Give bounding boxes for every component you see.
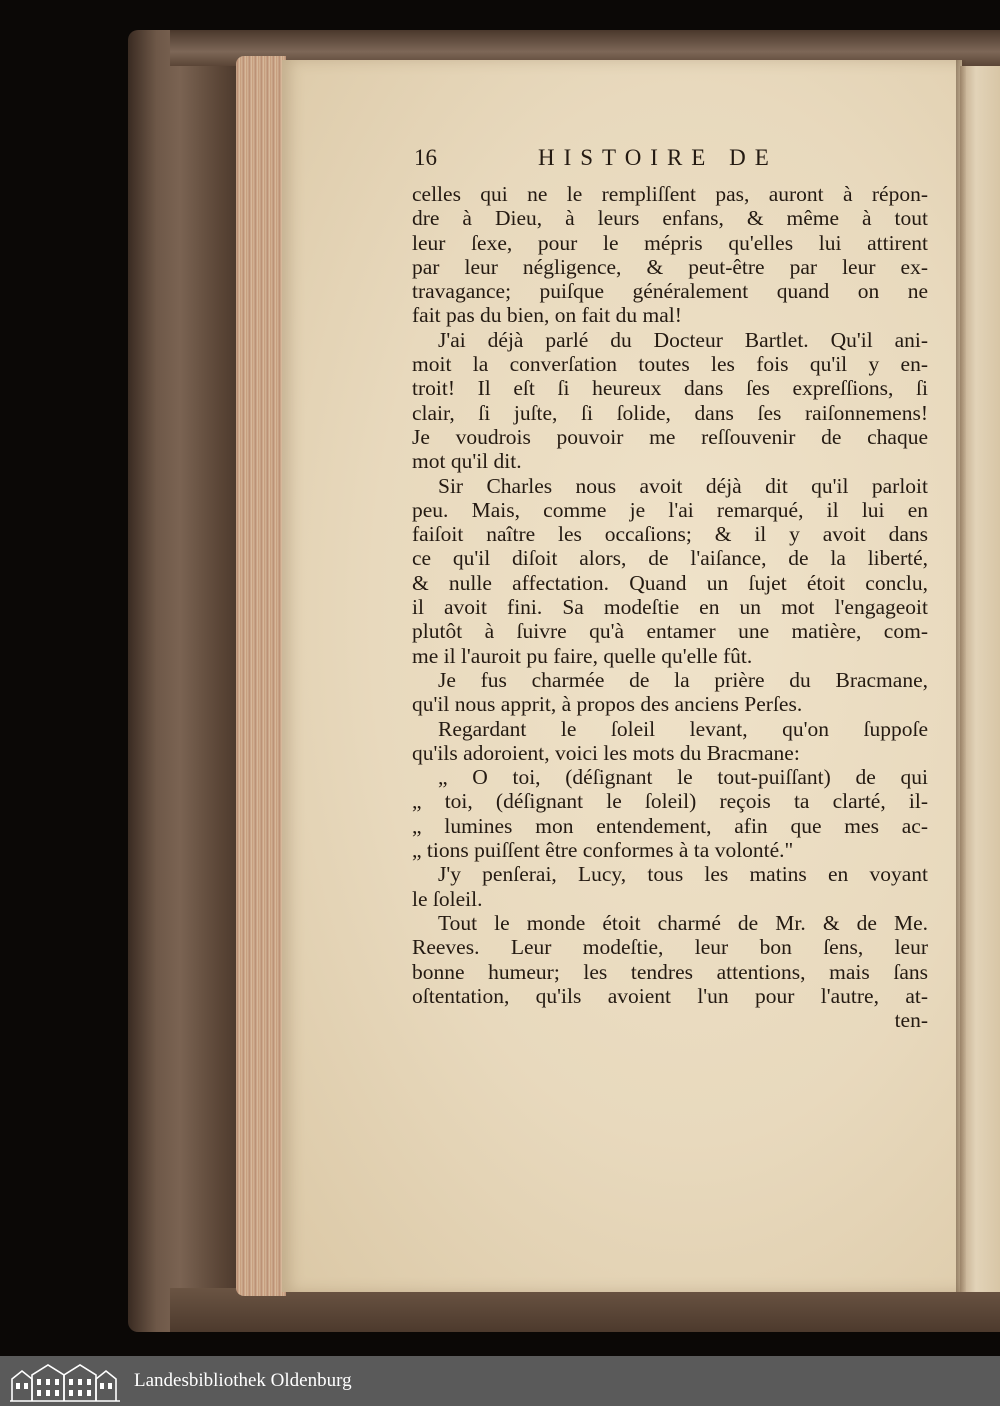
page-edges: [236, 56, 286, 1296]
text-line: fait pas du bien, on fait du mal!: [412, 303, 682, 328]
text-line: plutôt à ſuivre qu'à entamer une matière, com-: [412, 619, 928, 644]
text-line: troit! Il eſt ſi heureux dans ſes expreſſions, ſi: [412, 376, 928, 401]
text-line: qu'il nous apprit, à propos des anciens Perſes.: [412, 692, 803, 717]
text-line: ten-: [894, 1008, 928, 1033]
text-line: clair, ſi juſte, ſi ſolide, dans ſes raiſonnemens!: [412, 400, 928, 425]
text-line: „ lumines mon entendement, afin que mes ac-: [412, 813, 928, 838]
text-line: „ O toi, (déſignant le tout-puiſſant) de qui: [438, 765, 928, 790]
text-line: Je voudrois pouvoir me reſſouvenir de chaque: [412, 424, 928, 449]
text-line: Reeves. Leur modeſtie, leur bon ſens, leur: [412, 935, 928, 960]
text-line: il avoit fini. Sa modeſtie en un mot l'engageoit: [412, 595, 928, 620]
facing-page-edge: [960, 66, 1000, 1292]
text-line: J'ai déjà parlé du Docteur Bartlet. Qu'il ani-: [438, 327, 928, 352]
footer-library-name: Landesbibliothek Oldenburg: [134, 1370, 352, 1391]
book-cover-bottom: [170, 1288, 1000, 1332]
text-line: faiſoit naître les occaſions; & il y avoit dans: [412, 522, 928, 547]
text-line: & nulle affectation. Quand un ſujet étoit conclu,: [412, 570, 928, 595]
text-line: „ tions puiſſent être conformes à ta volonté.": [412, 838, 794, 863]
text-line: dre à Dieu, à leurs enfans, & même à tout: [412, 206, 928, 231]
text-line: celles qui ne le rempliſſent pas, auront à répon-: [412, 182, 928, 206]
page-header: [412, 146, 928, 180]
page-gutter: [956, 60, 966, 1292]
library-building-icon: [8, 1359, 122, 1403]
text-line: oſtentation, qu'ils avoient l'un pour l'autre, at-: [412, 983, 928, 1008]
text-line: J'y penſerai, Lucy, tous les matins en voyant: [438, 862, 928, 887]
text-line: ce qu'il diſoit alors, de l'aiſance, de la liberté,: [412, 546, 928, 571]
text-line: Sir Charles nous avoit déjà dit qu'il parloit: [438, 473, 928, 498]
text-line: moit la converſation toutes les fois qu'il y en-: [412, 352, 928, 377]
text-line: qu'ils adoroient, voici les mots du Bracmane:: [412, 740, 800, 765]
page-text: [412, 146, 928, 1032]
text-line: leur ſexe, pour le mépris qu'elles lui attirent: [412, 230, 928, 255]
body-text: [412, 182, 928, 1032]
text-line: travagance; puiſque généralement quand on ne: [412, 279, 928, 304]
text-line: Je fus charmée de la prière du Bracmane,: [438, 667, 928, 692]
text-line: peu. Mais, comme je l'ai remarqué, il lui en: [412, 497, 928, 522]
text-line: le ſoleil.: [412, 886, 483, 911]
text-line: Regardant le ſoleil levant, qu'on ſuppoſe: [438, 716, 928, 741]
text-line: me il l'auroit pu faire, quelle qu'elle fût.: [412, 643, 753, 668]
footer-bar: [0, 1356, 1000, 1406]
text-line: „ toi, (déſignant le ſoleil) reçois ta clarté, il-: [412, 789, 928, 814]
text-line: mot qu'il dit.: [412, 449, 522, 474]
text-line: bonne humeur; les tendres attentions, mais ſans: [412, 959, 928, 984]
text-line: par leur négligence, & peut-être par leur ex-: [412, 254, 928, 279]
running-title: HISTOIRE DE: [538, 145, 778, 170]
page-number: 16: [414, 145, 437, 170]
text-line: Tout le monde étoit charmé de Mr. & de Me.: [438, 910, 928, 935]
